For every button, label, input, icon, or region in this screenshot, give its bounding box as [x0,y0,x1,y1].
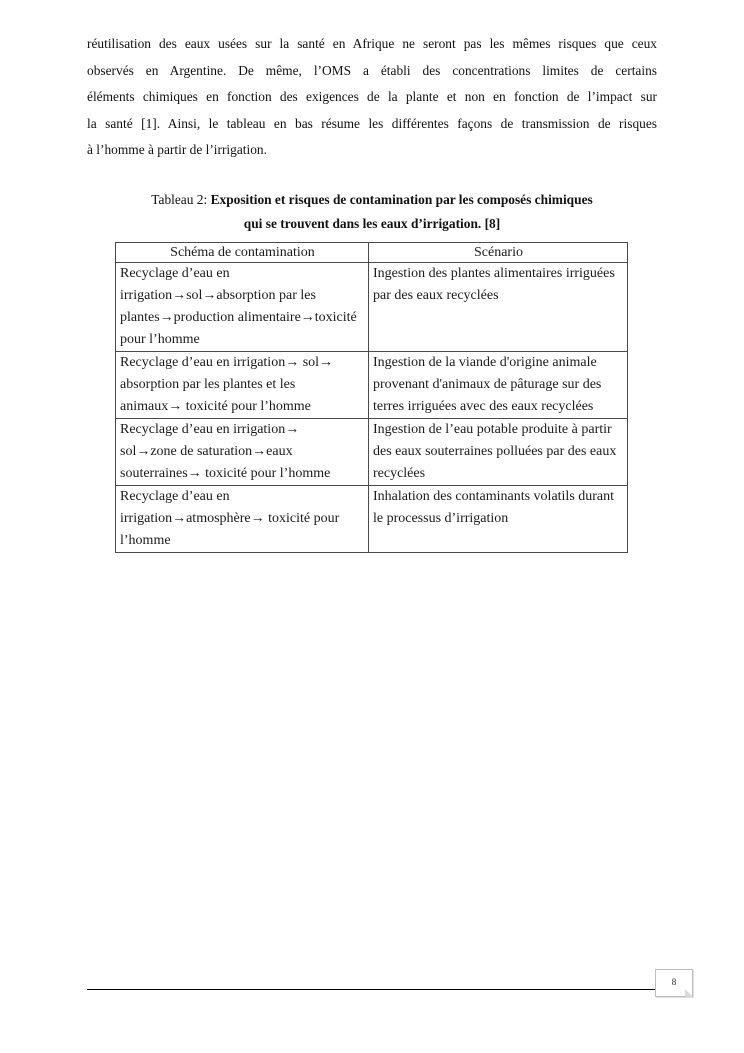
table-header-row [116,243,628,263]
caption-line-2 [87,212,657,236]
table-caption [87,188,657,236]
cell-line: Recyclage d’eau en irrigation→ sol→ [120,355,334,370]
cell-line: provenant d'animaux de pâturage sur des [372,377,602,392]
cell-line: Recyclage d’eau en [120,266,230,281]
cell-line: Ingestion des plantes alimentaires irriguées [372,266,615,281]
paragraph-line: observés en Argentine. De même, l’OMS a établi des concentrations limites de certains [87,62,657,78]
table-row [116,352,628,419]
cell-line: absorption par les plantes et les [120,377,296,392]
cell-line: irrigation→sol→absorption par les [120,288,316,303]
cell-line: irrigation→atmosphère→ toxicité pour [120,511,340,526]
cell-line: animaux→ toxicité pour l’homme [120,399,311,414]
page-number: 8 [671,977,677,987]
cell-line: recyclées [372,466,426,481]
page-number-box [655,969,693,997]
cell-line: Ingestion de l’eau potable produite à partir [372,422,612,437]
schema-cell [116,263,369,352]
column-header-scenario: Scénario [368,243,627,263]
cell-line: Recyclage d’eau en irrigation→ [120,422,300,437]
scenario-cell [368,263,627,352]
footer-rule [87,989,693,990]
schema-cell [116,486,369,553]
caption-title-part-1: Exposition et risques de contamination par les composés chimiques [210,192,593,207]
caption-line-1 [87,188,657,212]
table-row [116,419,628,486]
schema-cell [116,419,369,486]
cell-line: pour l’homme [120,332,200,347]
table-row [116,486,628,553]
caption-prefix: Tableau 2: [151,192,211,207]
table-row [116,263,628,352]
cell-line: Recyclage d’eau en [120,489,230,504]
scenario-cell [368,352,627,419]
cell-line: le processus d’irrigation [372,511,509,526]
paragraph-line: la santé [1]. Ainsi, le tableau en bas résume les différentes façons de transmission de risques [87,115,657,131]
schema-cell [116,352,369,419]
scenario-cell [368,419,627,486]
cell-line: par des eaux recyclées [372,288,499,303]
paragraph-line: à l’homme à partir de l’irrigation. [87,142,267,158]
cell-line: l’homme [120,533,171,548]
contamination-table-container [115,242,628,553]
scenario-cell [368,486,627,553]
cell-line: sol→zone de saturation→eaux [120,444,293,459]
cell-line: Inhalation des contaminants volatils durant [372,489,615,504]
cell-line: Ingestion de la viande d'origine animale [372,355,597,370]
column-header-schema: Schéma de contamination [116,243,369,263]
paragraph-line: éléments chimiques en fonction des exigences de la plante et non en fonction de l’impact sur [87,89,657,105]
page-curl-icon [685,989,693,997]
paragraph-line: réutilisation des eaux usées sur la santé en Afrique ne seront pas les mêmes risques que ceux [87,36,657,51]
body-paragraph [87,31,657,164]
cell-line: plantes→production alimentaire→toxicité [120,310,357,325]
cell-line: terres irriguées avec des eaux recyclées [372,399,594,414]
cell-line: des eaux souterraines polluées par des eaux [372,444,617,459]
cell-line: souterraines→ toxicité pour l’homme [120,466,331,481]
contamination-table [115,242,628,553]
caption-title-part-2: qui se trouvent dans les eaux d’irrigation. [8] [243,216,501,231]
